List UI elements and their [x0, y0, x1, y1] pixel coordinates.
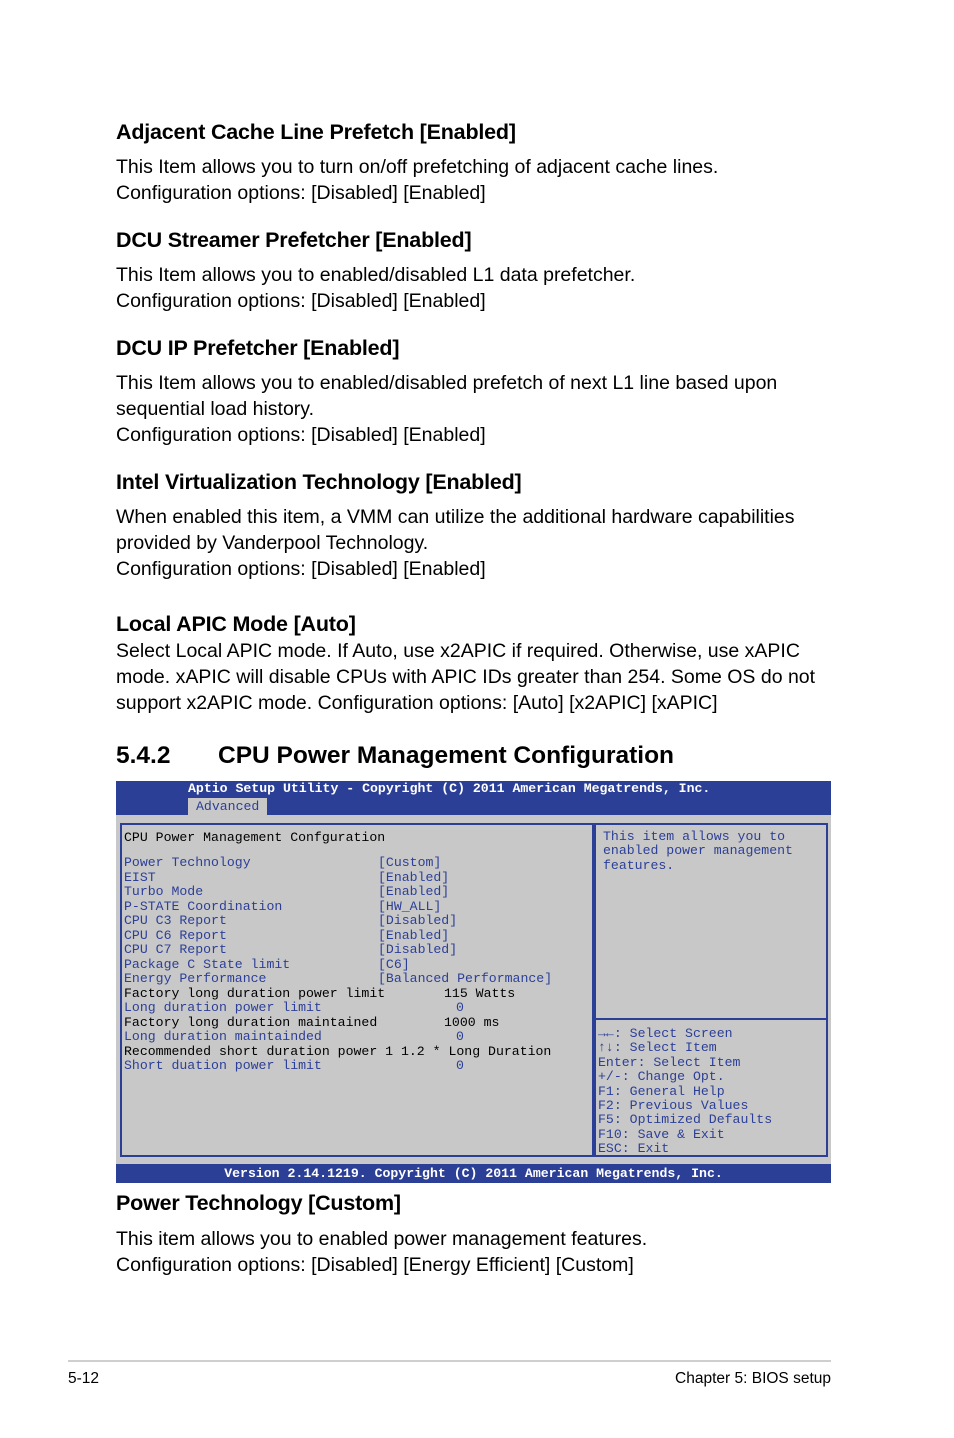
bios-setting-label: CPU C6 Report — [124, 927, 227, 943]
bios-setting-value: [Custom] — [378, 855, 442, 870]
para-dcu-streamer: This Item allows you to enabled/disabled L1 data prefetcher. Configuration options: [Disabled] [Enabled] — [116, 264, 636, 312]
bios-setting-value: [Enabled] — [378, 927, 450, 943]
bios-setting-value: 115 Watts — [444, 985, 516, 1001]
bios-setting-row[interactable] — [124, 1001, 594, 1016]
bios-setting-label: Energy Performance — [124, 971, 267, 986]
bios-setting-value: 0 — [456, 1029, 464, 1044]
bios-setting-value: [Disabled] — [378, 913, 458, 928]
bios-setting-label: Short duation power limit — [124, 1058, 322, 1073]
bios-key-hint: F5: Optimized Defaults — [598, 1112, 773, 1128]
para-local-apic: Select Local APIC mode. If Auto, use x2APIC if required. Otherwise, use xAPIC mode. xAPIC will disable CPUs with APIC IDs greater than 254. Some OS do not support x2APIC mode. Configuration options: [Auto] [x2APIC] [xAPIC] — [116, 640, 816, 714]
section-title — [116, 742, 674, 770]
bios-setting-row — [124, 1045, 594, 1060]
bios-setting-row[interactable] — [124, 914, 594, 929]
bios-setting-label: CPU C3 Report — [124, 913, 227, 928]
bios-setting-label: P-STATE Coordination — [124, 898, 283, 914]
bios-setting-value: [Enabled] — [378, 884, 450, 899]
bios-setting-label: Long duration power limit — [124, 1000, 322, 1015]
bios-setting-row[interactable] — [124, 1030, 594, 1045]
bios-setting-value: [Disabled] — [378, 942, 458, 957]
para-dcu-ip: This Item allows you to enabled/disabled prefetch of next L1 line based upon sequential load history. Configuration options: [Disabled] [Enabled] — [116, 372, 778, 446]
bios-version-bar: Version 2.14.1219. Copyright (C) 2011 American Megatrends, Inc. — [116, 1164, 831, 1183]
bios-setting-row[interactable] — [124, 900, 594, 915]
heading-power-technology: Power Technology [Custom] — [116, 1191, 401, 1215]
bios-setting-value: 1000 ms — [444, 1014, 500, 1030]
footer-divider — [68, 1360, 831, 1362]
bios-setting-row[interactable] — [124, 929, 594, 944]
bios-setting-value: [Enabled] — [378, 869, 450, 885]
bios-setting-value: 0 — [456, 1058, 464, 1073]
para-intel-vt: When enabled this item, a VMM can utilize the additional hardware capabilities provided by Vanderpool Technology. Configuration options: [Disabled] [Enabled] — [116, 506, 795, 580]
bios-setting-row — [124, 1016, 594, 1031]
bios-screenshot — [116, 781, 831, 1183]
bios-setting-value: 0 — [456, 1000, 464, 1015]
section-number: 5.4.2 — [116, 742, 171, 769]
bios-setting-label: EIST — [124, 869, 156, 885]
bios-panel-title: CPU Power Management Confguration — [124, 830, 386, 845]
bios-setting-label: Power Technology — [124, 855, 251, 870]
para-adjacent-cache: This Item allows you to turn on/off prefetching of adjacent cache lines. Configuration options: [Disabled] [Enabled] — [116, 156, 719, 204]
bios-key-hint: ↑↓: Select Item — [598, 1040, 717, 1056]
heading-intel-vt: Intel Virtualization Technology [Enabled] — [116, 470, 522, 494]
bios-setting-label: CPU C7 Report — [124, 942, 227, 957]
bios-setting-label: Factory long duration maintained — [124, 1014, 378, 1030]
bios-setting-row[interactable] — [124, 1059, 594, 1074]
bios-setting-row[interactable] — [124, 958, 594, 973]
bios-key-hint: +/-: Change Opt. — [598, 1069, 725, 1085]
bios-setting-value: [HW_ALL] — [378, 898, 442, 914]
heading-local-apic: Local APIC Mode [Auto] — [116, 612, 356, 636]
bios-settings-list — [124, 856, 594, 1074]
bios-setting-label: Recommended short duration power 1 1.2 * Long Duration — [124, 1043, 552, 1059]
bios-setting-row[interactable] — [124, 885, 594, 900]
bios-key-hint: →←: Select Screen — [598, 1026, 733, 1041]
bios-title: Aptio Setup Utility - Copyright (C) 2011 American Megatrends, Inc. — [188, 781, 711, 796]
bios-setting-row[interactable] — [124, 972, 594, 987]
bios-help-text: This item allows you to enabled power management features. — [603, 829, 793, 873]
bios-key-hint: F2: Previous Values — [598, 1098, 749, 1114]
bios-key-hint: F1: General Help — [598, 1083, 725, 1099]
bios-setting-row — [124, 987, 594, 1002]
bios-setting-value: [Balanced Performance] — [378, 971, 553, 986]
bios-help-divider — [596, 1018, 826, 1020]
bios-top-bar — [116, 781, 831, 815]
para-power-technology: This item allows you to enabled power management features. Configuration options: [Disabled] [Energy Efficient] [Custom] — [116, 1228, 648, 1276]
heading-adjacent-cache: Adjacent Cache Line Prefetch [Enabled] — [116, 120, 516, 144]
heading-dcu-streamer: DCU Streamer Prefetcher [Enabled] — [116, 228, 472, 252]
chapter-label: Chapter 5: BIOS setup — [675, 1370, 831, 1387]
heading-dcu-ip: DCU IP Prefetcher [Enabled] — [116, 336, 400, 360]
bios-setting-value: [C6] — [378, 956, 410, 972]
bios-setting-label: Turbo Mode — [124, 884, 204, 899]
bios-setting-label: Package C State limit — [124, 956, 291, 972]
bios-setting-label: Long duration maintainded — [124, 1029, 322, 1044]
bios-key-legend — [598, 1027, 772, 1157]
bios-setting-row[interactable] — [124, 856, 594, 871]
bios-tab-advanced[interactable]: Advanced — [188, 798, 267, 815]
section-title-text: CPU Power Management Configuration — [218, 742, 675, 769]
bios-key-hint: Enter: Select Item — [598, 1054, 741, 1070]
bios-setting-row[interactable] — [124, 871, 594, 886]
bios-setting-label: Factory long duration power limit — [124, 985, 386, 1001]
bios-key-hint: F10: Save & Exit — [598, 1126, 725, 1142]
page-number: 5-12 — [68, 1370, 100, 1387]
bios-setting-row[interactable] — [124, 943, 594, 958]
bios-key-hint: ESC: Exit — [598, 1141, 670, 1157]
